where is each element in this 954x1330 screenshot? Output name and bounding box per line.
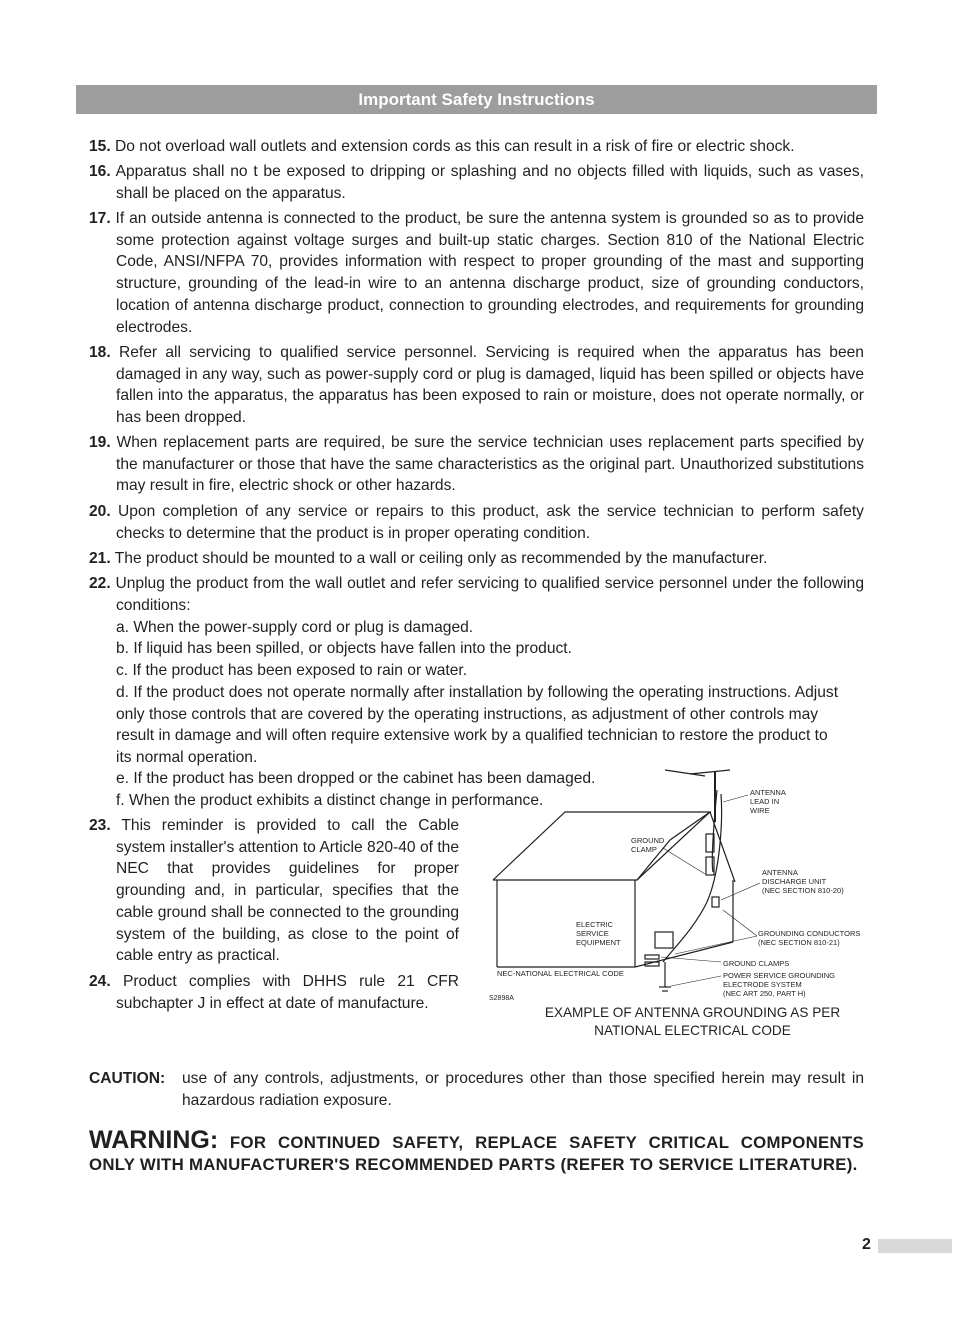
label-figure-code: S2898A [489,995,514,1002]
caution-text: use of any controls, adjustments, or procedures other than those specified herein may result in hazardous radiation exposure. [182,1070,864,1109]
item-text: Unplug the product from the wall outlet and refer servicing to qualified service personnel under the following conditions: [115,575,864,614]
instruction-22 [89,573,864,616]
warning-text: FOR CONTINUED SAFETY, REPLACE SAFETY CRITICAL COMPONENTS ONLY WITH MANUFACTURER'S RECOMMENDED PARTS (REFER TO SERVICE LITERATURE). [89,1133,864,1174]
condition-c: c. If the product has been exposed to rain or water. [116,662,468,679]
item-text: Upon completion of any service or repairs to this product, ask the service technician to perform safety checks to determine that the product is in proper operating condition. [116,503,864,542]
instruction-20 [89,501,864,544]
label-grounding-conductors: GROUNDING CONDUCTORS [758,929,861,938]
item-number: 18. [89,344,111,361]
condition-d: d. If the product does not operate normally after installation by following the operating instructions. Adjust only those controls that are covered by the operating instructions, as adjustment of other controls may result in damage and will often require extensive work by a qualified technician to restore the product to its normal operation. [116,684,839,767]
item-number: 21. [89,550,111,567]
item-text: Product complies with DHHS rule 21 CFR subchapter J in effect at date of manufacture. [116,973,459,1012]
item-number: 17. [89,210,111,227]
item-text: When replacement parts are required, be sure the service technician uses replacement parts specified by the manufacturer or those that have the same characteristics as the original part. Unauthorized substitutions may result in fire, electric shock or other hazards. [116,434,864,495]
item-number: 19. [89,434,111,451]
instruction-16 [89,161,864,204]
label-electric-service: ELECTRIC [576,920,614,929]
caution-notice [89,1068,864,1112]
item-text: If an outside antenna is connected to the product, be sure the antenna system is grounded so as to provide some protection against voltage surges and built-up static charges. Section 810 of the National Electric Code, ANSI/NFPA 70, provides information with respect to proper grounding of the mast and supporting structure, grounding of the lead-in wire to an antenna discharge product, size of grounding conductors, location of antenna discharge product, connection to grounding electrodes, and requirements for grounding electrodes. [115,210,864,336]
item-number: 15. [89,138,111,155]
label-antenna-lead: ANTENNA [750,788,786,797]
label-power-service: POWER SERVICE GROUNDING [723,971,835,980]
warning-notice [89,1126,864,1175]
label-antenna-lead: WIRE [750,806,770,815]
diagram-caption-line: EXAMPLE OF ANTENNA GROUNDING AS PER [544,1005,841,1020]
item-number: 24. [89,973,111,990]
instruction-17 [89,208,864,338]
condition-e: e. If the product has been dropped or the cabinet has been damaged. [116,770,596,787]
item-number: 22. [89,575,111,592]
instruction-15 [89,136,864,158]
label-discharge-unit: (NEC SECTION 810-20) [762,886,844,895]
label-discharge-unit: DISCHARGE UNIT [762,877,827,886]
condition-b: b. If liquid has been spilled, or objects have fallen into the product. [116,640,572,657]
label-ground-clamp: CLAMP [631,845,657,854]
instruction-23 [89,815,459,967]
instruction-18 [89,342,864,429]
item-text: This reminder is provided to call the Cable system installer's attention to Article 820-40 of the NEC that provides guidelines for proper grounding and, in particular, specifies that the cable ground shall be connected to the grounding system of the building, as close to the point of cable entry as practical. [116,817,459,965]
page-number-bar [878,1239,952,1253]
item-text: Apparatus shall no t be exposed to dripping or splashing and no objects filled with liquids, such as vases, shall be placed on the apparatus. [115,163,864,202]
diagram-caption [515,1004,870,1039]
condition-a: a. When the power-supply cord or plug is damaged. [116,619,474,636]
label-nec: NEC-NATIONAL ELECTRICAL CODE [497,969,624,978]
condition-f: f. When the product exhibits a distinct change in performance. [116,792,544,809]
label-discharge-unit: ANTENNA [762,868,798,877]
label-electric-service: SERVICE [576,929,609,938]
item-text: The product should be mounted to a wall or ceiling only as recommended by the manufacturer. [114,550,768,567]
label-ground-clamp: GROUND [631,836,665,845]
warning-label: WARNING: [89,1126,219,1154]
label-power-service: ELECTRODE SYSTEM [723,980,802,989]
instruction-24 [89,971,459,1014]
label-grounding-conductors: (NEC SECTION 810-21) [758,938,840,947]
item-number: 20. [89,503,111,520]
label-ground-clamps: GROUND CLAMPS [723,959,790,968]
item-number: 16. [89,163,111,180]
instruction-19 [89,432,864,497]
page-number: 2 [862,1236,871,1253]
diagram-caption-line: NATIONAL ELECTRICAL CODE [594,1022,791,1038]
item-text: Do not overload wall outlets and extension cords as this can result in a risk of fire or electric shock. [115,138,795,155]
item-number: 23. [89,817,111,834]
section-header: Important Safety Instructions [76,85,877,114]
label-antenna-lead: LEAD IN [750,797,780,806]
antenna-grounding-diagram [485,762,870,1008]
label-electric-service: EQUIPMENT [576,938,621,947]
label-power-service: (NEC ART 250, PART H) [723,989,806,998]
caution-label: CAUTION: [89,1070,166,1087]
item-text: Refer all servicing to qualified service personnel. Servicing is required when the apparatus has been damaged in any way, such as power-supply cord or plug is damaged, liquid has been spilled or objects have fallen into the apparatus, the apparatus has been exposed to rain or moisture, does not operate normally, or has been dropped. [116,344,864,427]
instruction-21 [89,548,864,570]
